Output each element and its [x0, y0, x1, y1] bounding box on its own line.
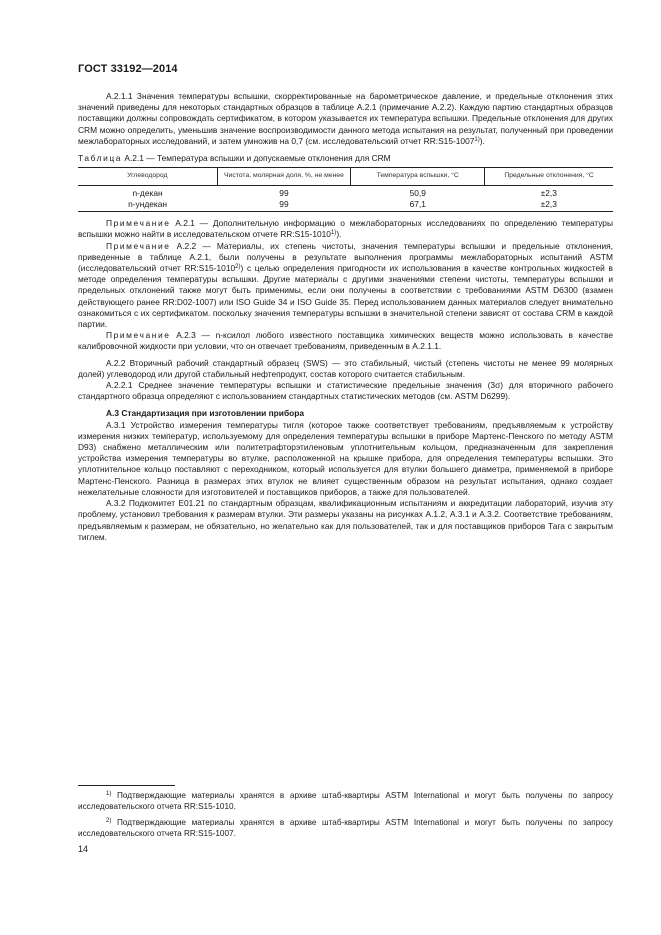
paragraph-a211-text: А.2.1.1 Значения температуры вспышки, скорректированные на барометрическое давление, и предельные отклонения этих значений приведены для некоторых стандартных образцов в таблице А.2.1 (примечание А.2.2). Каждую партию стандартных образцов поставщики должны сопровождать сертификатом, в котором указывается их температура вспышки. Предельные отклонения для других CRM можно определить, уменьшив значение воспроизводимости данного метода испытания на результат, полученный при проведении межлабораторных исследований, и затем умножив на 0,7 (см. исследовательский отчет RR:S15-1007 — [78, 91, 613, 146]
cell-tolerance: ±2,3 — [540, 188, 557, 199]
note-a21 — [78, 218, 613, 240]
table-row — [78, 199, 613, 212]
note-a22-tail: ) с целью определения пригодности их использования в качестве контрольных жидкостей в методе определения температуры вспышки. Другие материалы с другими значениями степени чистоты, температуры вспышки и предельных отклонений также могут быть применимы, если они получены в соответствии с требованиями ASTM D6300 (взамен действующего ранее RR:D02-1007) или ISO Guide 34 и ISO Guide 35. Перед использованием данных материалов следует внимательно ознакомиться с их сертификатом. поскольку значения температуры вспышки в значительной степени зависят от состава CRM в каждой партии. — [78, 263, 613, 330]
footnote-ref-1: 1) — [330, 230, 337, 237]
crm-table — [78, 167, 613, 212]
note-a22 — [78, 241, 613, 331]
note-a21-text: А.2.1 — Дополнительную информацию о межлабораторных исследованиях по определению температуры вспышки можно найти в исследовательском отчете RR:S15-1010 — [78, 218, 613, 240]
section-title-a3: А.3 Стандартизация при изготовлении прибора — [106, 408, 305, 419]
note-a23 — [78, 330, 613, 352]
cell-hydrocarbon: n-ундекан — [78, 199, 217, 212]
page-content — [78, 91, 613, 543]
table-row — [78, 186, 613, 199]
column-header-hydrocarbon: Углеводород — [78, 168, 217, 186]
footnote-2 — [78, 817, 613, 839]
cell-purity: 99 — [217, 199, 351, 212]
footnote-1-number: 1) — [106, 791, 112, 797]
paragraph-a32: А.3.2 Подкомитет Е01.21 по стандартным образцам, квалификационным испытаниям и аккредитации лабораторий, изучив эту проблему, установил требования к размерам втулки. Эти размеры указаны на рисунках А.1.2, А.3.1 и А.3.2. Соответствие требованиям, предъявляемым к размерам, не обязательно, но желательно как для пользователей, так и для поставщиков приборов Тага с закрытым тиглем. — [78, 498, 613, 542]
footnote-1 — [78, 790, 613, 812]
table-caption — [78, 153, 613, 164]
footnote-2-text: Подтверждающие материалы хранятся в архиве штаб-квартиры ASTM International и могут быть получены по запросу исследовательского отчета RR:S15-1007. — [78, 818, 613, 838]
document-header: ГОСТ 33192—2014 — [78, 63, 178, 75]
column-header-purity: Чистота, молярная доля, %, не менее — [217, 168, 351, 186]
paragraph-a221: А.2.2.1 Среднее значение температуры вспышки и статистические предельные значения (3σ) для вторичного рабочего стандартного образца определяют с использованием стандартных статистических методов (см. ASTM D6299). — [78, 380, 613, 402]
column-header-flash-point: Температура вспышки, °С — [351, 168, 485, 186]
table-caption-prefix: Таблица — [78, 153, 123, 164]
footnote-divider — [78, 785, 175, 786]
paragraph-a22: А.2.2 Вторичный рабочий стандартный образец (SWS) — это стабильный, чистый (степень чистоты не менее 99 молярных долей) углеводород или другой стабильный нефтепродукт, состав которого считается стабильным. — [78, 357, 613, 379]
note-a22-text: А.2.2 — Материалы, их степень чистоты, значения температуры вспышки и предельные отклонения, приведенные в таблице А.2.1, были получены в результате выполнения программы межлабораторных испытаний ASTM (исследовательский отчет RR:S15-1010 — [78, 240, 614, 274]
column-header-tolerance: Предельные отклонения, °С — [485, 168, 613, 186]
cell-tolerance: ±2,3 — [485, 199, 613, 212]
note-label: Примечание — [106, 218, 171, 229]
table-caption-text: А.2.1 — Температура вспышки и допускаемые отклонения для CRM — [124, 153, 391, 164]
note-label: Примечание — [106, 330, 171, 341]
cell-flash-point: 50,9 — [409, 188, 426, 199]
footnote-1-text: Подтверждающие материалы хранятся в архиве штаб-квартиры ASTM International и могут быть получены по запросу исследовательского отчета RR:S15-1010. — [78, 791, 613, 811]
cell-flash-point: 67,1 — [351, 199, 485, 212]
note-label: Примечание — [106, 240, 171, 251]
paragraph-a31: А.3.1 Устройство измерения температуры тигля (которое также соответствует требованиям, предъявляемым к устройству измерения низких температур, используемому для определения температуры вспышки в приборе Мартенс-Пенского по методу ASTM D93) снабжено металлическим или политетрафторэтиленовым уплотнительным кольцом, предназначенным для закрепления устройства измерения температуры во втулке, расположенной на крышке прибора, для определения температуры вспышки. Это уплотнительное кольцо поставляют с переходником, который используется для втулки большего диаметра, применяемой в приборе Мартенс-Пенского. Разница в размерах этих втулок не влияет существенным образом на результат испытания, однако создает нежелательные сложности для изготовителей и поставщиков приборов, а также для пользователей. — [78, 419, 613, 497]
cell-purity: 99 — [279, 188, 289, 199]
page-number: 14 — [78, 844, 89, 854]
note-a21-tail: ). — [336, 229, 342, 240]
footnotes — [78, 790, 613, 844]
footnote-2-number: 2) — [106, 818, 112, 824]
note-a23-text: А.2.3 — n-ксилол любого известного поставщика химических веществ можно использовать в качестве калибровочной жидкости при условии, что он отвечает требованиям, приведенным в А.2.1.1. — [78, 330, 614, 352]
footnote-ref-2: 2) — [235, 264, 241, 271]
footnote-ref-1: 1) — [474, 136, 480, 143]
paragraph-a211 — [78, 91, 613, 147]
table-header-row — [78, 168, 613, 186]
paragraph-a211-tail: ). — [479, 135, 485, 146]
cell-hydrocarbon: n-декан — [132, 188, 163, 199]
